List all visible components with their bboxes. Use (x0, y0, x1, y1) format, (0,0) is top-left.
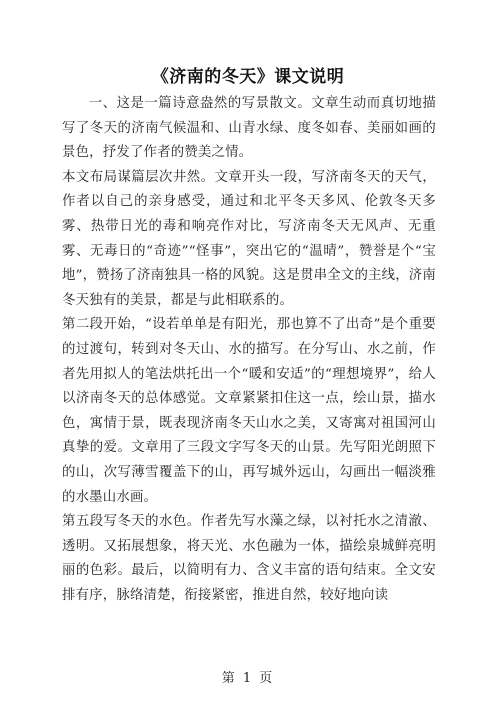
paragraph-1: 一、这是一篇诗意盎然的写景散文。文章生动而真切地描写了冬天的济南气候温和、山青水绿、度冬如春、美丽如画的景色，抒发了作者的赞美之情。 (62, 96, 436, 161)
paragraph-2: 本文布局谋篇层次井然。文章开头一段，写济南冬天的天气，作者以自己的亲身感受，通过和北平冬天多风、伦敦冬天多雾、热带日光的毒和响亮作对比，写济南冬天无风声、无重雾、无毒日的“奇迹”“怪事”，突出它的“温晴”，赞誉是个“宝地”，赞扬了济南独具一格的风貌。这是贯串全文的主线，济南冬天独有的美景，都是与此相联系的。 (62, 169, 436, 308)
page-number: 第 1 页 (221, 671, 275, 686)
document-body (62, 92, 436, 608)
paragraph-4: 第五段写冬天的水色。作者先写水藻之绿，以衬托水之清澈、透明。又拓展想象，将天光、水色融为一体，描绘泉城鲜亮明丽的色彩。最后，以简明有力、含义丰富的语句结束。全文安排有序，脉络清楚，衔接紧密，推进自然，较好地向读 (62, 514, 436, 603)
paragraph-3: 第二段开始，“设若单单是有阳光，那也算不了出奇”是个重要的过渡句，转到对冬天山、水的描写。在分写山、水之前，作者先用拟人的笔法烘托出一个“暖和安适”的“理想境界”，给人以济南冬天的总体感觉。文章紧紧扣住这一点，绘山景，描水色，寓情于景，既表现济南冬天山水之美，又寄寓对祖国河山真挚的爱。文章用了三段文字写冬天的山景。先写阳光朗照下的山，次写薄雪覆盖下的山，再写城外远山，勾画出一幅淡雅的水墨山水画。 (62, 317, 436, 505)
document-title: 《济南的冬天》课文说明 (151, 67, 345, 87)
